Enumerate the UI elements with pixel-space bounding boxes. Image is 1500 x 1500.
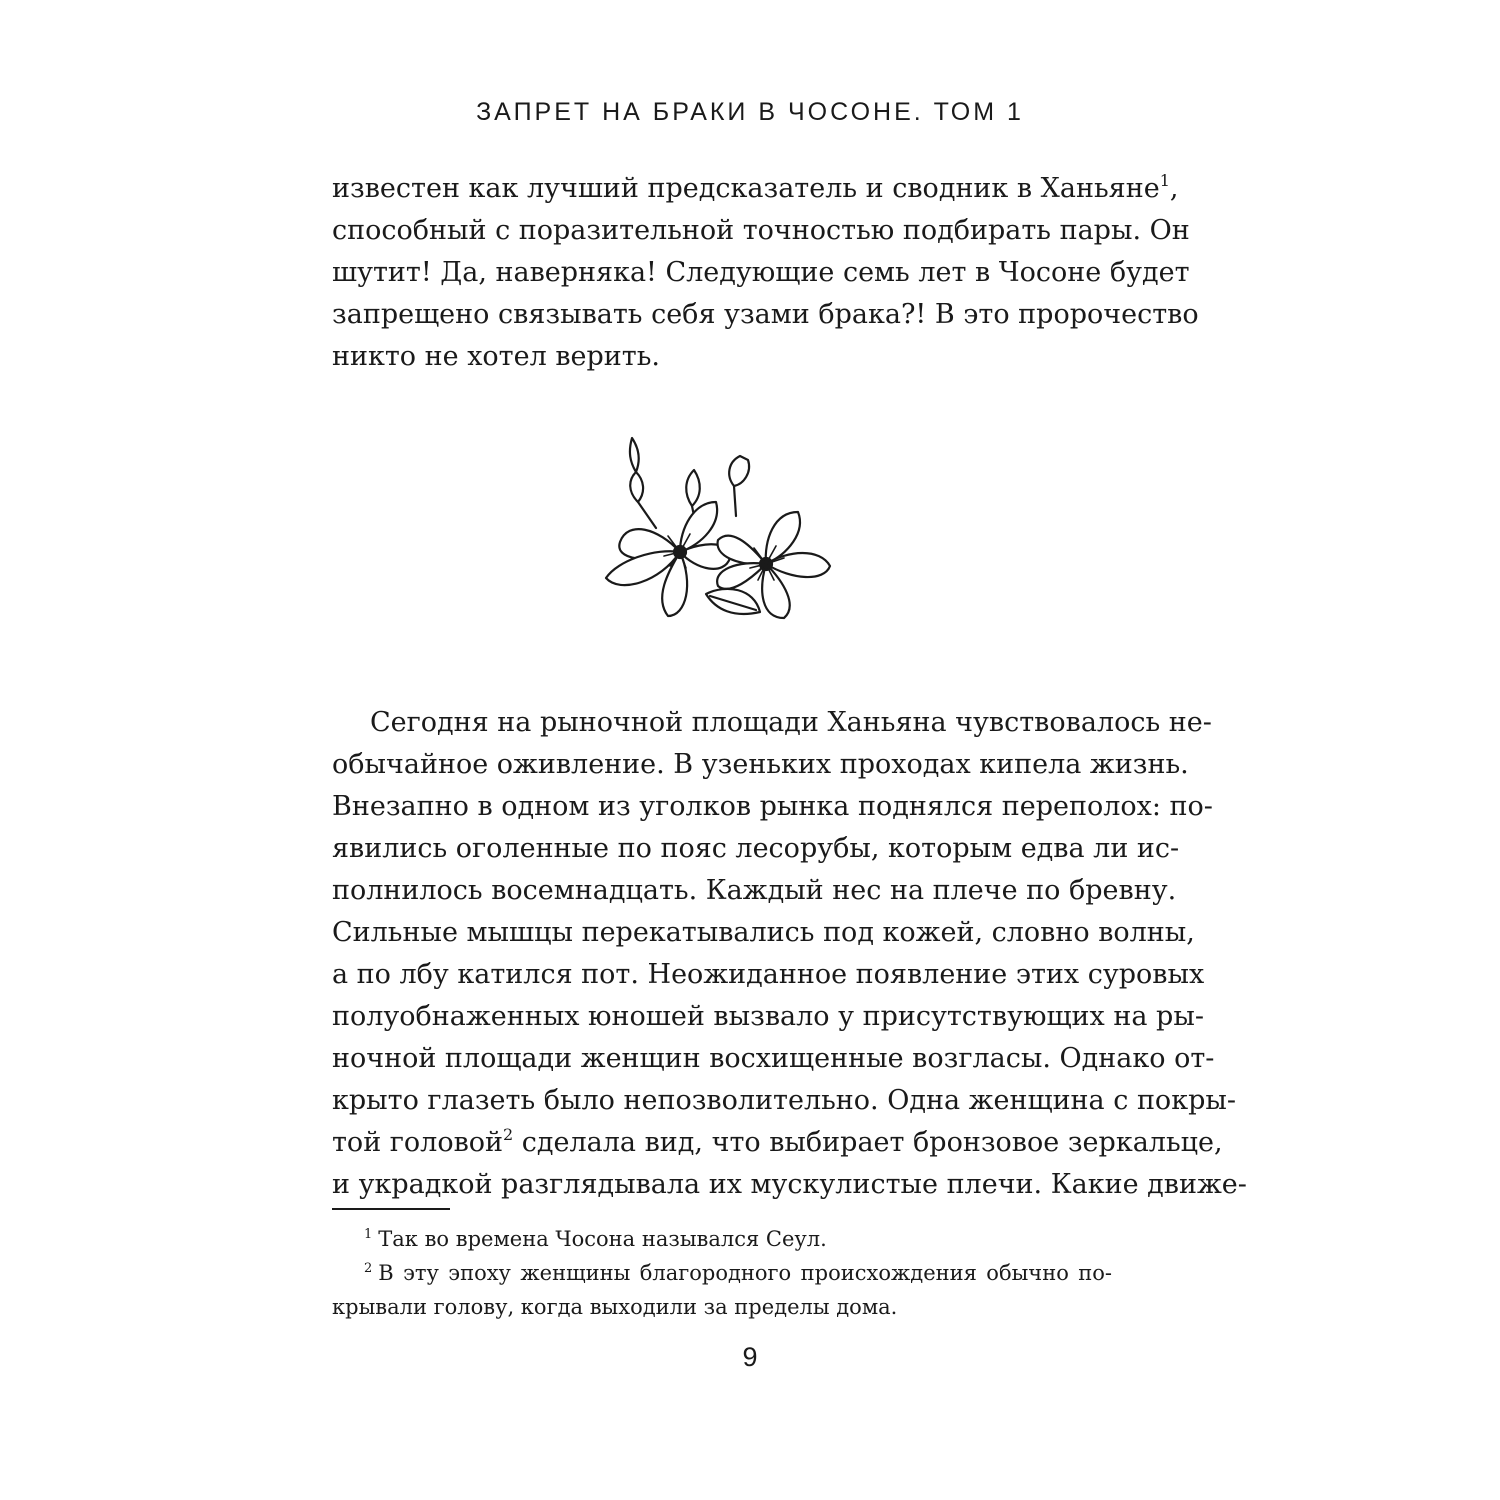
text-line (332, 168, 1179, 210)
text-line: запрещено связывать себя узами брака?! В это пророчество (332, 299, 1199, 330)
text-line: полуобнаженных юношей вызвало у присутствующих на ры- (332, 1001, 1204, 1032)
text-line: полнилось восемнадцать. Каждый нес на плече по бревну. (332, 875, 1177, 906)
text-line: Сегодня на рыночной площади Ханьяна чувствовалось не- (370, 707, 1212, 738)
footnote-text: В эту эпоху женщины благородного происхождения обычно по- (378, 1261, 1112, 1285)
footnote-text: Так во времена Чосона назывался Сеул. (378, 1227, 827, 1251)
text-line (332, 1122, 1223, 1164)
line-text: сделала вид, что выбирает бронзовое зеркальце, (513, 1127, 1223, 1158)
text-line: никто не хотел верить. (332, 341, 661, 372)
text-line: Внезапно в одном из уголков рынка поднялся переполох: по- (332, 791, 1213, 822)
main-paragraph (332, 702, 1247, 1206)
footnote-ref-1: 1 (1159, 171, 1170, 190)
footnote-number: 1 (364, 1227, 373, 1242)
page-number: 9 (742, 1342, 758, 1372)
footnote-1 (332, 1222, 1112, 1256)
text-line: шутит! Да, наверняка! Следующие семь лет в Чосоне будет (332, 257, 1190, 288)
footnote-number: 2 (364, 1261, 373, 1276)
text-line: а по лбу катился пот. Неожиданное появление этих суровых (332, 959, 1205, 990)
line-text: той головой (332, 1127, 504, 1158)
text-line: и украдкой разглядывала их мускулистые плечи. Какие движе- (332, 1169, 1247, 1200)
footnote-divider (332, 1208, 450, 1210)
footnotes (332, 1222, 1112, 1324)
text-line: явились оголенные по пояс лесорубы, которым едва ли ис- (332, 833, 1180, 864)
top-paragraph (332, 168, 1199, 378)
text-line: обычайное оживление. В узеньких проходах кипела жизнь. (332, 749, 1189, 780)
footnote-2 (332, 1256, 1112, 1290)
line-text: известен как лучший предсказатель и сводник в Ханьяне (332, 173, 1160, 204)
footnote-ref-2: 2 (503, 1125, 514, 1144)
text-line: ночной площади женщин восхищенные возгласы. Однако от- (332, 1043, 1215, 1074)
text-line: Сильные мышцы перекатывались под кожей, словно волны, (332, 917, 1195, 948)
cherry-blossom-icon (598, 432, 836, 624)
text-line: крыто глазеть было непозволительно. Одна женщина с покры- (332, 1085, 1236, 1116)
running-head: ЗАПРЕТ НА БРАКИ В ЧОСОНЕ. ТОМ 1 (476, 98, 1024, 126)
text-line: способный с поразительной точностью подбирать пары. Он (332, 215, 1190, 246)
footnote-2-continued: крывали голову, когда выходили за пределы дома. (332, 1295, 898, 1319)
line-text: , (1169, 173, 1179, 204)
